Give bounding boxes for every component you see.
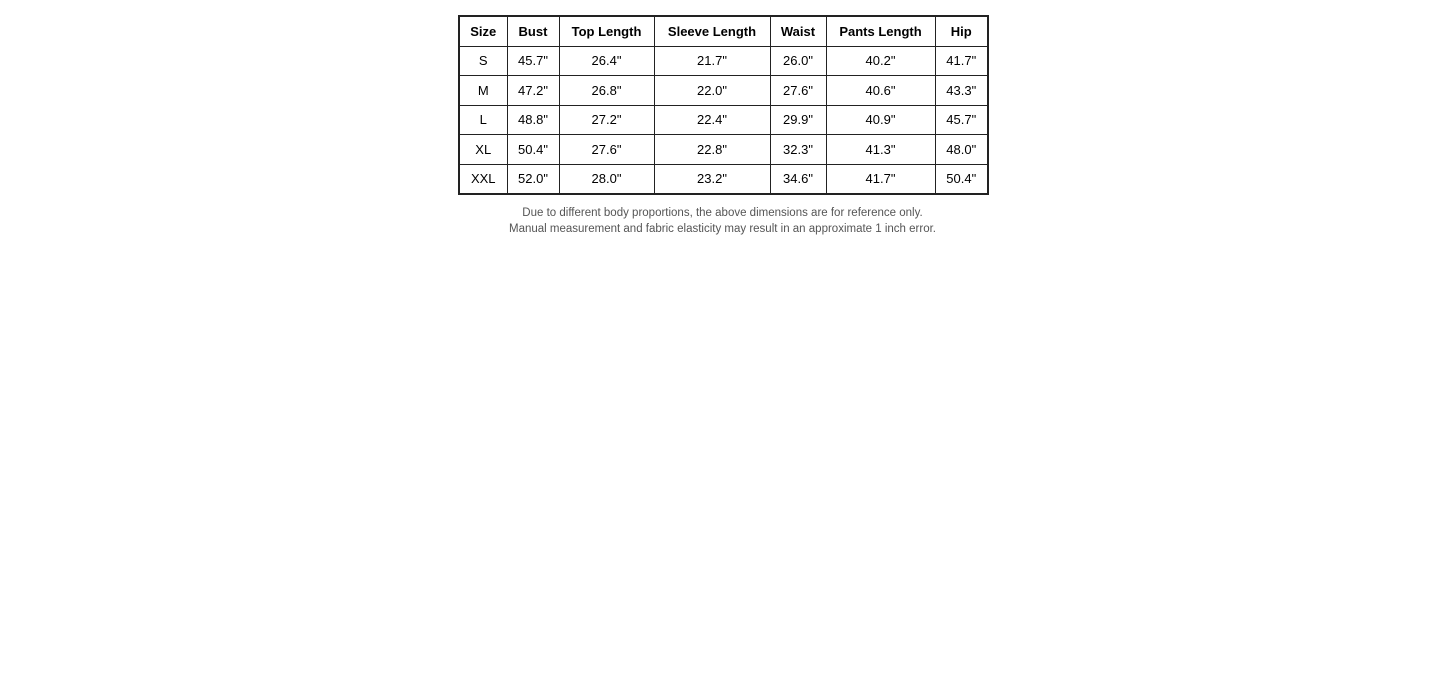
cell-sleeve-length: 22.0" [654,76,770,106]
header-size: Size [459,16,507,46]
cell-top-length: 26.4" [559,46,654,76]
cell-top-length: 27.6" [559,135,654,165]
cell-hip: 43.3" [935,76,988,106]
cell-bust: 47.2" [507,76,559,106]
table-row [459,164,988,194]
table-row [459,76,988,106]
cell-pants-length: 40.9" [826,105,935,135]
cell-pants-length: 40.6" [826,76,935,106]
header-top-length: Top Length [559,16,654,46]
cell-waist: 29.9" [770,105,826,135]
table-row [459,46,988,76]
cell-hip: 45.7" [935,105,988,135]
header-sleeve-length: Sleeve Length [654,16,770,46]
reference-note [458,206,987,237]
cell-top-length: 26.8" [559,76,654,106]
cell-waist: 32.3" [770,135,826,165]
cell-pants-length: 40.2" [826,46,935,76]
header-bust: Bust [507,16,559,46]
reference-note-line-2: Manual measurement and fabric elasticity may result in an approximate 1 inch error. [509,222,936,235]
cell-sleeve-length: 22.4" [654,105,770,135]
size-chart-table [458,15,989,195]
table-header-row [459,16,988,46]
cell-top-length: 27.2" [559,105,654,135]
cell-bust: 50.4" [507,135,559,165]
cell-hip: 48.0" [935,135,988,165]
header-hip: Hip [935,16,988,46]
cell-waist: 26.0" [770,46,826,76]
cell-bust: 52.0" [507,164,559,194]
cell-top-length: 28.0" [559,164,654,194]
cell-sleeve-length: 23.2" [654,164,770,194]
cell-pants-length: 41.7" [826,164,935,194]
cell-size: XXL [459,164,507,194]
cell-sleeve-length: 21.7" [654,46,770,76]
cell-size: L [459,105,507,135]
cell-hip: 50.4" [935,164,988,194]
cell-size: S [459,46,507,76]
size-chart-container [458,15,987,237]
cell-bust: 48.8" [507,105,559,135]
cell-size: M [459,76,507,106]
header-waist: Waist [770,16,826,46]
cell-bust: 45.7" [507,46,559,76]
table-row [459,105,988,135]
header-pants-length: Pants Length [826,16,935,46]
cell-size: XL [459,135,507,165]
cell-pants-length: 41.3" [826,135,935,165]
cell-sleeve-length: 22.8" [654,135,770,165]
table-row [459,135,988,165]
cell-waist: 27.6" [770,76,826,106]
cell-hip: 41.7" [935,46,988,76]
cell-waist: 34.6" [770,164,826,194]
reference-note-line-1: Due to different body proportions, the above dimensions are for reference only. [522,207,923,219]
